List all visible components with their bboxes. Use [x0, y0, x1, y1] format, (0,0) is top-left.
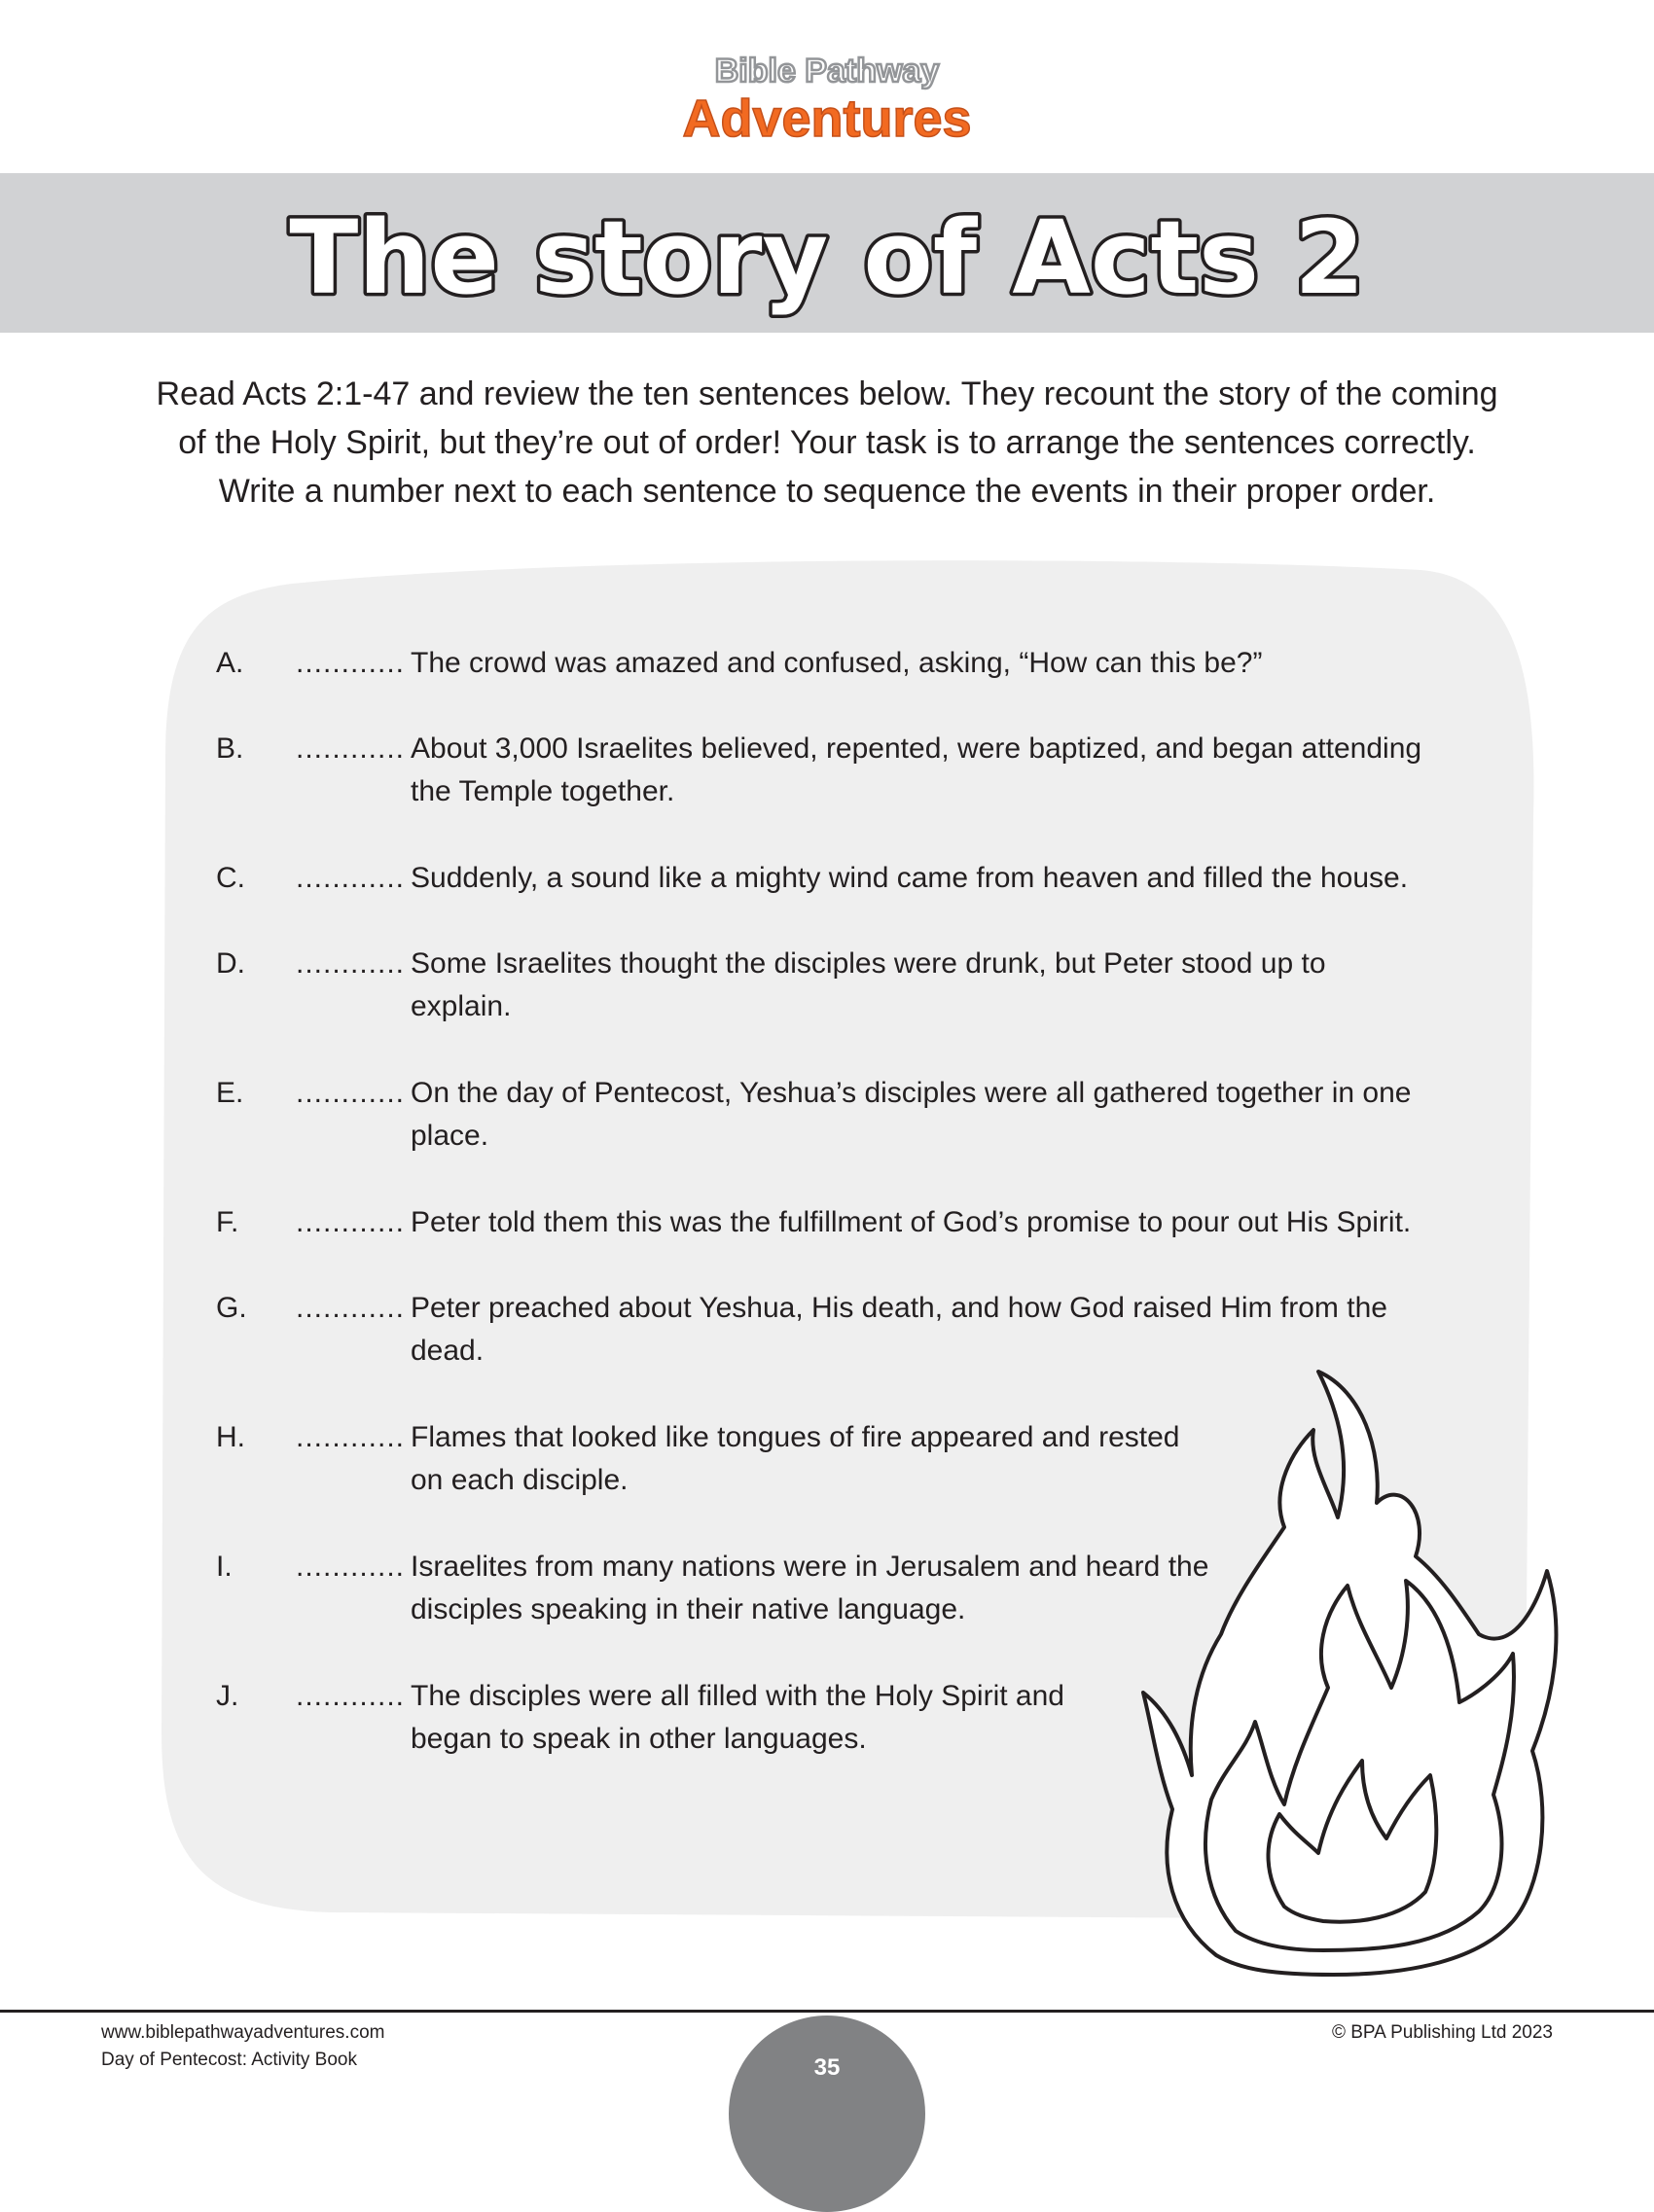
item-text-line2: on each disciple.	[411, 1464, 629, 1496]
copyright: © BPA Publishing Ltd 2023	[1331, 2022, 1553, 2043]
item-text-line1: Israelites from many nations were in Jerusalem and heard the	[411, 1551, 1209, 1583]
item-text-line1: Peter told them this was the fulfillment of God’s promise to pour out His Spirit.	[411, 1206, 1412, 1238]
item-letter: E.	[216, 1077, 244, 1109]
instructions-line3: Write a number next to each sentence to sequence the events in their proper order.	[218, 473, 1436, 510]
item-text-line2: disciples speaking in their native language.	[411, 1593, 966, 1625]
answer-blank[interactable]: ............	[296, 647, 406, 679]
item-text-line1: The disciples were all filled with the Holy Spirit and	[411, 1680, 1064, 1712]
item-letter: C.	[216, 862, 245, 894]
answer-blank[interactable]: ............	[296, 1551, 406, 1583]
item-text-line1: Peter preached about Yeshua, His death, and how God raised Him from the	[411, 1292, 1387, 1324]
answer-blank[interactable]: ............	[296, 1206, 406, 1238]
item-text-line1: Flames that looked like tongues of fire appeared and rested	[411, 1421, 1180, 1453]
item-letter: I.	[216, 1551, 233, 1583]
instructions-line1: Read Acts 2:1-47 and review the ten sentences below. They recount the story of the coming	[156, 375, 1498, 412]
website-link[interactable]: www.biblepathwayadventures.com	[101, 2022, 385, 2043]
item-letter: A.	[216, 647, 244, 679]
book-title: Day of Pentecost: Activity Book	[101, 2050, 357, 2070]
answer-blank[interactable]: ............	[296, 947, 406, 980]
item-text-line1: Some Israelites thought the disciples were drunk, but Peter stood up to	[411, 947, 1326, 980]
page-number-tab	[729, 2016, 925, 2212]
item-text-line2: explain.	[411, 990, 512, 1022]
instructions-line2: of the Holy Spirit, but they’re out of order! Your task is to arrange the sentences correctly.	[178, 424, 1476, 461]
page-number: 35	[813, 2054, 841, 2081]
logo-line2: Adventures	[682, 89, 972, 148]
footer-left	[101, 2019, 385, 2074]
item-letter: H.	[216, 1421, 245, 1453]
item-letter: F.	[216, 1206, 239, 1238]
answer-blank[interactable]: ............	[296, 1292, 406, 1324]
item-text-line2: began to speak in other languages.	[411, 1723, 867, 1755]
item-letter: J.	[216, 1680, 239, 1712]
answer-blank[interactable]: ............	[296, 1077, 406, 1109]
item-text-line1: Suddenly, a sound like a mighty wind came from heaven and filled the house.	[411, 862, 1409, 894]
item-letter: G.	[216, 1292, 247, 1324]
item-letter: B.	[216, 732, 244, 765]
answer-blank[interactable]: ............	[296, 862, 406, 894]
page-title: The story of Acts 2	[289, 198, 1365, 317]
answer-blank[interactable]: ............	[296, 1680, 406, 1712]
item-letter: D.	[216, 947, 245, 980]
item-text-line2: the Temple together.	[411, 775, 675, 807]
answer-blank[interactable]: ............	[296, 732, 406, 765]
logo-line1: Bible Pathway	[714, 53, 940, 89]
answer-blank[interactable]: ............	[296, 1421, 406, 1453]
item-text-line1: The crowd was amazed and confused, asking, “How can this be?”	[411, 647, 1263, 679]
item-text-line1: On the day of Pentecost, Yeshua’s disciples were all gathered together in one	[411, 1077, 1412, 1109]
item-text-line2: dead.	[411, 1335, 485, 1367]
item-text-line1: About 3,000 Israelites believed, repented, were baptized, and began attending	[411, 732, 1422, 765]
footer-divider	[0, 2010, 1654, 2013]
item-text-line2: place.	[411, 1120, 489, 1152]
